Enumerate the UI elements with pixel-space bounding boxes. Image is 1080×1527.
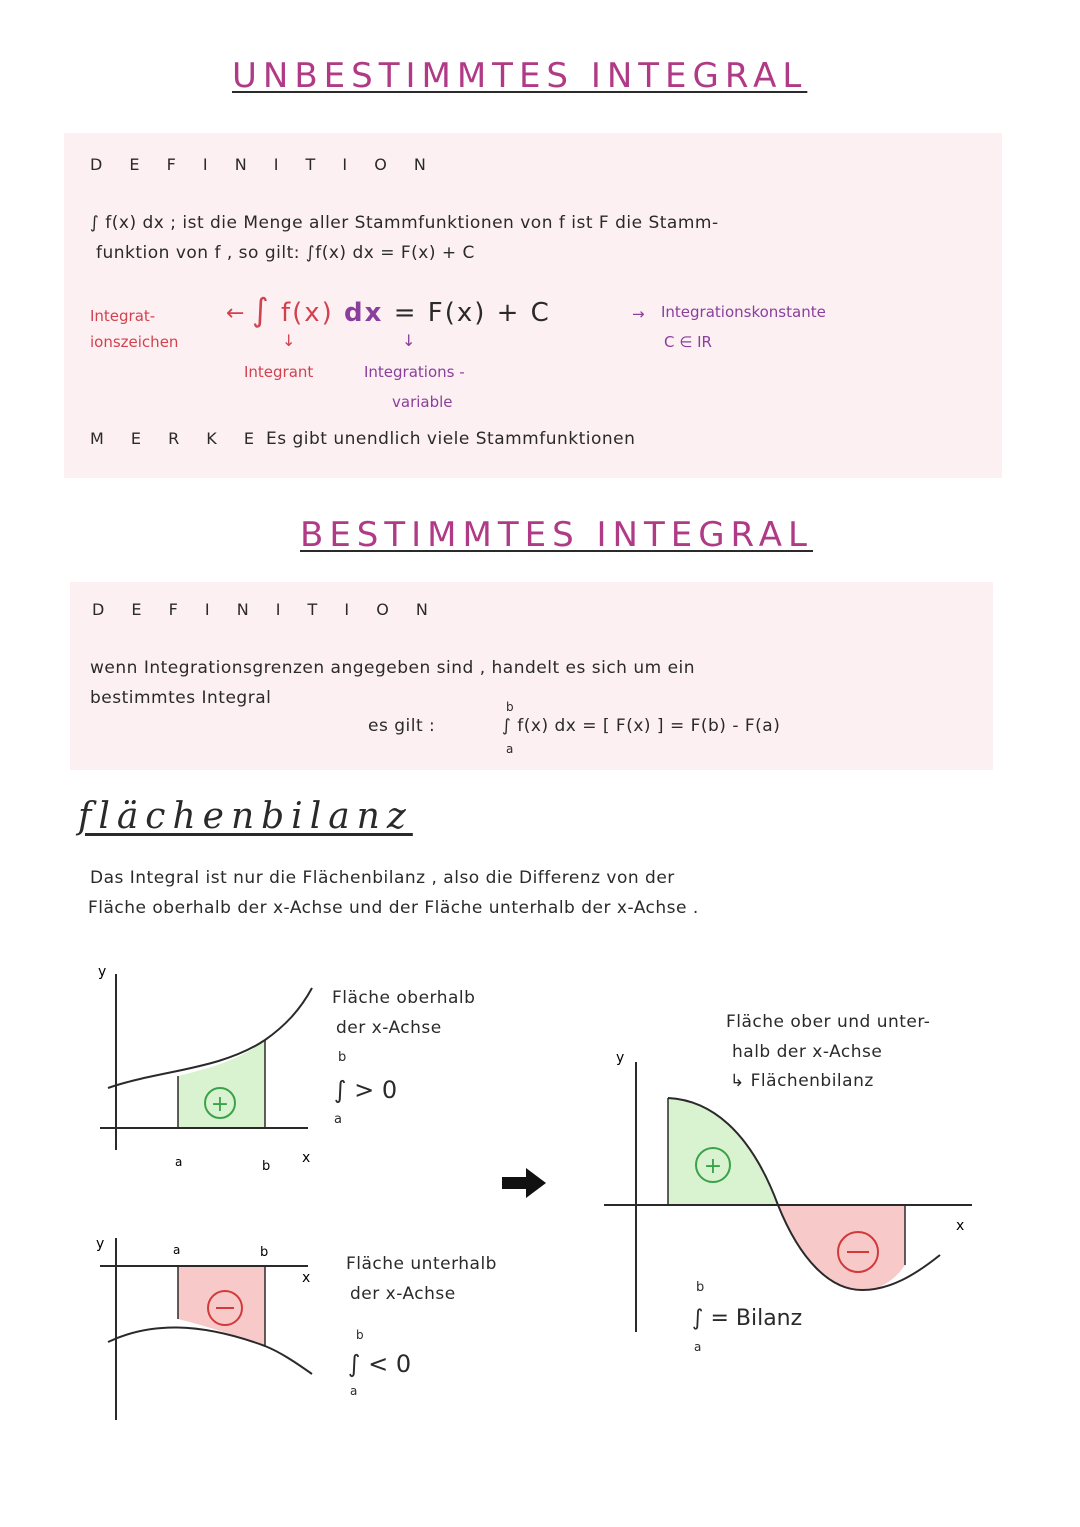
below-label-2: der x-Achse	[350, 1284, 456, 1304]
formula-dx: dx	[344, 298, 384, 328]
merke-label: M E R K E	[90, 429, 265, 448]
label-integration-variable-2: variable	[392, 393, 453, 411]
definition-label: D E F I N I T I O N	[90, 155, 437, 174]
y-label: y	[98, 964, 107, 980]
lower-limit: a	[506, 742, 514, 756]
definition-label: D E F I N I T I O N	[92, 600, 439, 619]
above-label-2: der x-Achse	[336, 1018, 442, 1038]
balance-text-line-2: Fläche oberhalb der x-Achse und der Fläche unterhalb der x-Achse .	[88, 898, 699, 918]
formula-integrand: f(x)	[280, 298, 334, 328]
label-integration-variable: Integrations -	[364, 363, 465, 381]
definite-definition-box	[70, 582, 993, 770]
bilanz-integral: ∫ = Bilanz	[692, 1306, 803, 1331]
above-lower: a	[334, 1112, 342, 1127]
y-label: y	[96, 1236, 105, 1252]
above-label-1: Fläche oberhalb	[332, 988, 476, 1008]
arrow-down-icon: ↓	[402, 331, 416, 350]
def-definition-line-1: wenn Integrationsgrenzen angegeben sind , handelt es sich um ein	[90, 658, 696, 678]
es-gilt: es gilt :	[368, 716, 436, 736]
label-integral-sign: Integrat- ionszeichen	[90, 307, 179, 351]
label-b: b	[262, 1159, 271, 1174]
integral-sign: ∫	[252, 291, 271, 329]
label-a: a	[173, 1243, 181, 1257]
label-b: b	[260, 1245, 269, 1260]
big-arrow	[502, 1168, 546, 1198]
bilanz-upper: b	[696, 1280, 705, 1295]
both-label-1: Fläche ober und unter-	[726, 1012, 931, 1032]
upper-limit: b	[506, 700, 514, 714]
indef-definition-line-1: ∫ f(x) dx ; ist die Menge aller Stammfunktionen von f ist F die Stamm-	[90, 213, 719, 233]
x-label: x	[302, 1150, 311, 1166]
x-label: x	[956, 1218, 965, 1234]
graph-area-above	[90, 960, 320, 1180]
arrow-right-icon: →	[632, 305, 645, 323]
x-label: x	[302, 1270, 311, 1286]
constant-domain: C ∈ IR	[664, 333, 712, 351]
above-integral: ∫ > 0	[334, 1076, 398, 1104]
arrow-right-icon	[500, 1166, 550, 1200]
bilanz-lower: a	[694, 1340, 702, 1354]
function-curve	[108, 1327, 312, 1374]
label-integration-constant: Integrationskonstante	[661, 303, 826, 321]
formula-rest: = F(x) + C	[393, 298, 551, 328]
below-lower: a	[350, 1384, 358, 1398]
arrow-down-icon: ↓	[282, 331, 296, 350]
below-integral: ∫ < 0	[348, 1350, 412, 1378]
label-integrand: Integrant	[244, 363, 314, 381]
indefinite-definition-box	[64, 133, 1002, 478]
below-label-1: Fläche unterhalb	[346, 1254, 497, 1274]
merke-text: Es gibt unendlich viele Stammfunktionen	[266, 429, 636, 449]
label-a: a	[175, 1155, 183, 1169]
both-label-2: halb der x-Achse	[732, 1042, 883, 1062]
def-definition-line-2: bestimmtes Integral	[90, 688, 272, 708]
below-upper: b	[356, 1328, 364, 1342]
arrow-left-icon: ←	[226, 301, 245, 326]
main-formula	[252, 291, 551, 329]
heading-definite-integral: BESTIMMTES INTEGRAL	[300, 515, 814, 555]
plus-sign: +	[210, 1092, 230, 1117]
definite-formula: ∫ f(x) dx = [ F(x) ] = F(b) - F(a)	[502, 716, 781, 736]
above-upper: b	[338, 1050, 347, 1065]
negative-area	[778, 1205, 905, 1290]
heading-area-balance: flächenbilanz	[78, 796, 413, 837]
heading-indefinite-integral: UNBESTIMMTES INTEGRAL	[232, 56, 808, 96]
indef-definition-line-2: funktion von f , so gilt: ∫f(x) dx = F(x) + C	[96, 243, 475, 263]
y-label: y	[616, 1050, 625, 1066]
plus-sign: +	[703, 1154, 723, 1179]
balance-text-line-1: Das Integral ist nur die Flächenbilanz , also die Differenz von der	[90, 868, 675, 888]
both-label-3: ↳ Flächenbilanz	[730, 1071, 874, 1091]
graph-area-below	[90, 1232, 320, 1432]
